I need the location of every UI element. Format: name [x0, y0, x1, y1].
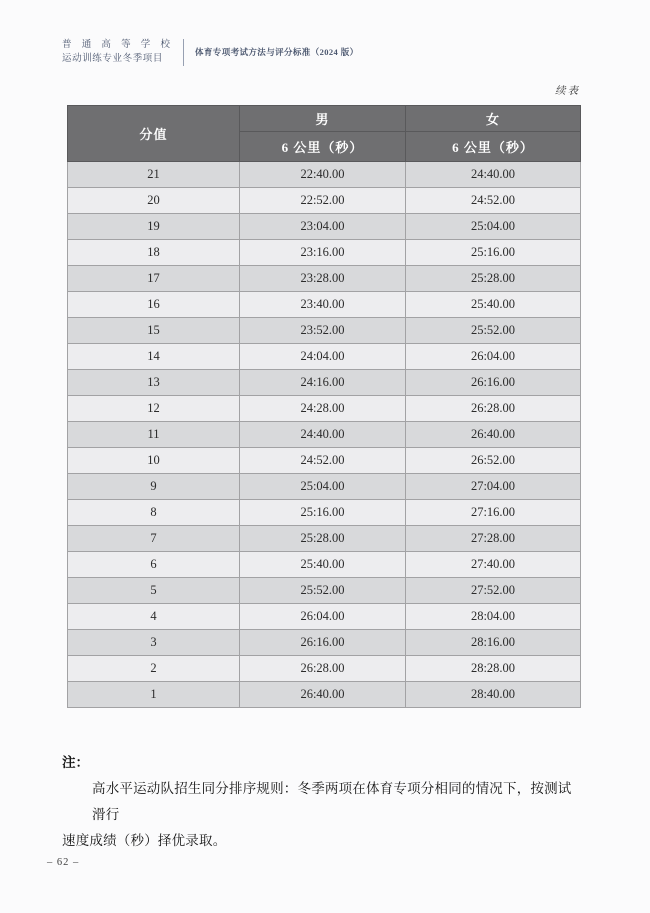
table-row	[68, 500, 581, 526]
cell-score: 11	[68, 422, 240, 448]
cell-female-time: 28:40.00	[406, 682, 581, 708]
cell-male-time: 26:04.00	[240, 604, 406, 630]
score-column-header: 分值	[68, 106, 240, 162]
note-block	[62, 750, 584, 854]
cell-female-time: 25:16.00	[406, 240, 581, 266]
page-header	[62, 38, 359, 66]
cell-score: 4	[68, 604, 240, 630]
cell-female-time: 26:28.00	[406, 396, 581, 422]
cell-female-time: 24:40.00	[406, 162, 581, 188]
table-row	[68, 240, 581, 266]
cell-female-time: 25:28.00	[406, 266, 581, 292]
cell-score: 8	[68, 500, 240, 526]
cell-male-time: 23:40.00	[240, 292, 406, 318]
cell-score: 15	[68, 318, 240, 344]
table-row	[68, 604, 581, 630]
table-row	[68, 318, 581, 344]
cell-score: 5	[68, 578, 240, 604]
page-number: – 62 –	[47, 857, 80, 868]
table-row	[68, 552, 581, 578]
table-row	[68, 656, 581, 682]
cell-female-time: 26:52.00	[406, 448, 581, 474]
cell-score: 6	[68, 552, 240, 578]
score-table	[67, 105, 581, 708]
cell-male-time: 25:28.00	[240, 526, 406, 552]
table-row	[68, 422, 581, 448]
table-row	[68, 266, 581, 292]
female-event-subheader: 6 公里（秒）	[406, 132, 581, 162]
cell-score: 7	[68, 526, 240, 552]
cell-score: 12	[68, 396, 240, 422]
table-row	[68, 448, 581, 474]
table-row	[68, 474, 581, 500]
cell-male-time: 25:04.00	[240, 474, 406, 500]
cell-female-time: 28:28.00	[406, 656, 581, 682]
table-row	[68, 682, 581, 708]
cell-male-time: 26:16.00	[240, 630, 406, 656]
cell-score: 2	[68, 656, 240, 682]
cell-female-time: 26:04.00	[406, 344, 581, 370]
cell-male-time: 23:28.00	[240, 266, 406, 292]
cell-female-time: 25:04.00	[406, 214, 581, 240]
cell-male-time: 25:52.00	[240, 578, 406, 604]
table-row	[68, 188, 581, 214]
female-column-header: 女	[406, 106, 581, 132]
cell-score: 17	[68, 266, 240, 292]
note-label: 注：	[62, 755, 89, 770]
page-header-left-line1: 普通高等学校	[62, 40, 170, 50]
document-title: 体育专项考试方法与评分标准（2024 版）	[195, 47, 359, 57]
table-row	[68, 630, 581, 656]
table-row	[68, 370, 581, 396]
cell-female-time: 24:52.00	[406, 188, 581, 214]
cell-female-time: 25:40.00	[406, 292, 581, 318]
cell-female-time: 27:52.00	[406, 578, 581, 604]
cell-male-time: 22:40.00	[240, 162, 406, 188]
cell-female-time: 25:52.00	[406, 318, 581, 344]
cell-male-time: 25:40.00	[240, 552, 406, 578]
note-text-line1: 高水平运动队招生同分排序规则：冬季两项在体育专项分相同的情况下，按测试滑行	[92, 781, 572, 822]
table-row	[68, 292, 581, 318]
cell-score: 20	[68, 188, 240, 214]
cell-female-time: 27:40.00	[406, 552, 581, 578]
continued-table-label: 续表	[555, 86, 580, 97]
cell-female-time: 26:40.00	[406, 422, 581, 448]
cell-male-time: 23:04.00	[240, 214, 406, 240]
table-row	[68, 578, 581, 604]
cell-male-time: 24:40.00	[240, 422, 406, 448]
cell-male-time: 23:52.00	[240, 318, 406, 344]
male-column-header: 男	[240, 106, 406, 132]
note-text-line2: 速度成绩（秒）择优录取。	[62, 833, 227, 848]
cell-score: 3	[68, 630, 240, 656]
header-divider	[183, 39, 184, 66]
table-head-row-1	[68, 106, 581, 132]
cell-female-time: 27:28.00	[406, 526, 581, 552]
cell-score: 19	[68, 214, 240, 240]
cell-female-time: 27:04.00	[406, 474, 581, 500]
table-row	[68, 214, 581, 240]
cell-male-time: 24:16.00	[240, 370, 406, 396]
table-row	[68, 344, 581, 370]
cell-male-time: 24:28.00	[240, 396, 406, 422]
cell-score: 21	[68, 162, 240, 188]
table-row	[68, 396, 581, 422]
cell-male-time: 24:52.00	[240, 448, 406, 474]
cell-female-time: 28:16.00	[406, 630, 581, 656]
cell-male-time: 26:28.00	[240, 656, 406, 682]
page-header-left	[62, 38, 170, 66]
cell-female-time: 28:04.00	[406, 604, 581, 630]
cell-score: 10	[68, 448, 240, 474]
cell-female-time: 26:16.00	[406, 370, 581, 396]
male-event-subheader: 6 公里（秒）	[240, 132, 406, 162]
cell-male-time: 24:04.00	[240, 344, 406, 370]
cell-male-time: 23:16.00	[240, 240, 406, 266]
cell-male-time: 26:40.00	[240, 682, 406, 708]
table-body	[68, 162, 581, 708]
cell-male-time: 25:16.00	[240, 500, 406, 526]
table-row	[68, 526, 581, 552]
page-header-left-line2: 运动训练专业冬季项目	[62, 54, 164, 64]
table-row	[68, 162, 581, 188]
table-head	[68, 106, 581, 162]
cell-score: 18	[68, 240, 240, 266]
cell-score: 16	[68, 292, 240, 318]
cell-male-time: 22:52.00	[240, 188, 406, 214]
cell-score: 13	[68, 370, 240, 396]
cell-female-time: 27:16.00	[406, 500, 581, 526]
cell-score: 9	[68, 474, 240, 500]
cell-score: 1	[68, 682, 240, 708]
cell-score: 14	[68, 344, 240, 370]
